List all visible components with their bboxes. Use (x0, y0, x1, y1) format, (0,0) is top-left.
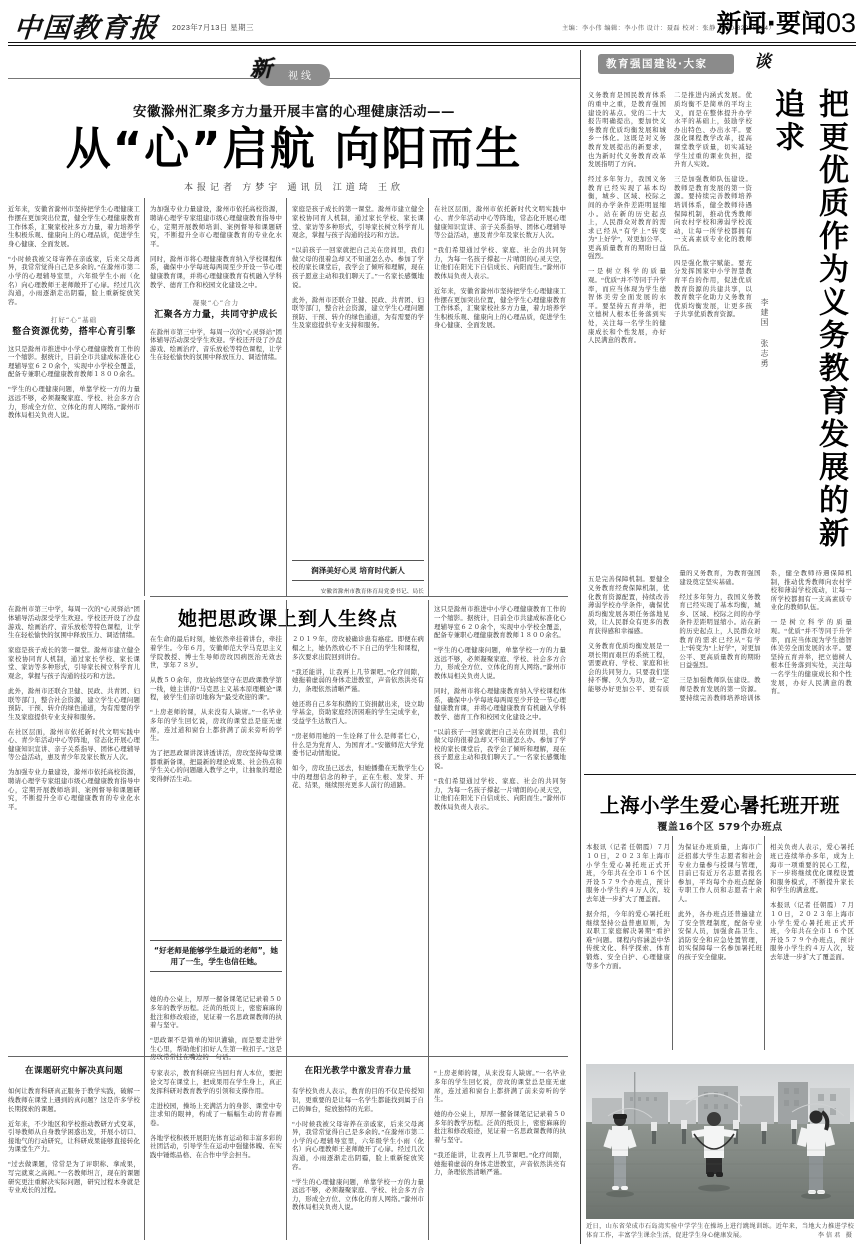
body-paragraph: 这只是滁州市推进中小学心理健康教育工作的一个缩影。据统计，目前全市共建成标准化心理辅导室６２０余个，实现中小学校全覆盖，配备专兼职心理健康教育教师１８００余名。 (8, 345, 140, 379)
body-paragraph: “学生的心理健康问题，单靠学校一方的力量远远不够，必须凝聚家庭、学校、社会多方合力，形成全方位、立体化的育人网络。”滁州市教体局相关负责人说。 (434, 647, 566, 680)
body-paragraph: “学生的心理健康问题，单靠学校一方的力量远远不够，必须凝聚家庭、学校、社会多方合力，形成全方位、立体化的育人网络。”滁州市教体局相关负责人说。 (292, 1178, 424, 1212)
body-paragraph: 有学校负责人表示，教育的目的不仅是传授知识，更重要的是让每一名学生都能找到属于自己的舞台，绽放独特的光彩。 (292, 1088, 424, 1113)
mid-article-quote: “好老师是能够学生最近的老师”，她用了一生，学生也信任她。 (154, 946, 278, 966)
feature-quote-credit: 安徽省滁州市教育体育局党委书记、局长 (320, 589, 424, 595)
body-paragraph: 在滁州市第三中学，每周一次的“心灵驿站”团体辅导活动深受学生欢迎。学校还开设了沙盘游戏、绘画治疗、音乐放松等特色课程，让学生在轻松愉快的氛围中释放压力、调适情绪。 (150, 328, 282, 362)
commentary-headline: 把更优质作为义务教育发展的新追求 (769, 88, 848, 550)
body-paragraph: 三是加强教师队伍建设。教师是教育发展的第一资源。要持续完善教师培养培训体系，健全教师待遇保障机制，推动优秀教师向农村学校和薄弱学校流动，让每一所学校都拥有一支高素质专业化的教师队伍。 (679, 570, 852, 702)
photo-credit: 李信君 摄 (817, 1232, 854, 1239)
body-paragraph: 近年来，安徽省滁州市坚持把学生心理健康工作摆在更加突出位置，健全学生心理健康教育工作体系，汇聚家校社多方力量，着力培养学生积极乐观、健康向上的心理品质，促进学生身心健康、全面发展。 (434, 287, 566, 330)
newspaper-logo: 中国教育报 (12, 13, 160, 44)
bottom-section-rule (8, 1056, 568, 1057)
shanghai-section-rule (584, 774, 856, 775)
body-paragraph: 为保证办班质量，上海市广泛招募大学生志愿者和社会专业力量参与授课与管理，目前已有近万名志愿者报名参加，平均每个办班点配备专职工作人员和志愿者十余人。 (678, 844, 762, 903)
mid-col-1 (150, 630, 282, 930)
body-paragraph: 专家表示，教育科研应当回归育人本位，要把论文写在课堂上，把成果用在学生身上，真正发挥科研对教育教学的引领和支撑作用。 (150, 1070, 282, 1095)
body-paragraph: 她还将自己多年积攒的工资捐献出来，设立助学基金，资助家庭经济困难的学生完成学业，受益学生达数百人。 (292, 700, 424, 725)
feature-bottom-rule (150, 596, 568, 597)
body-paragraph: 一是树立科学的质量观。“优质”并不等同于升学率，而应当体现为学生德智体美劳全面发展的水平。要坚持五育并举，把立德树人根本任务落到实处，关注每一名学生的健康成长和个性发展，办好人民满意的教育。 (770, 619, 852, 696)
col-rule-6 (428, 600, 429, 1240)
section-badge-row (8, 56, 580, 90)
body-paragraph: 在滁州市第三中学，每周一次的“心灵驿站”团体辅导活动深受学生欢迎。学校还开设了沙盘游戏、绘画治疗、音乐放松等特色课程，让学生在轻松愉快的氛围中释放压力、调适情绪。 (8, 606, 140, 640)
body-paragraph: 这只是滁州市推进中小学心理健康教育工作的一个缩影。据统计，目前全市共建成标准化心理辅导室６２０余个，实现中小学校全覆盖，配备专兼职心理健康教育教师１８００余名。 (434, 606, 566, 640)
body-paragraph: 同时，滁州市将心理健康教育纳入学校课程体系，确保中小学每班每两周至少开设一节心理健康教育课，并将心理健康教育有机融入学科教学、德育工作和校园文化建设之中。 (150, 255, 282, 289)
body-paragraph: 经过多年努力，我国义务教育已经实现了基本均衡，城乡、区域、校际之间的办学条件差距明显缩小。站在新的历史起点上，人民群众对教育的需求已经从“有学上”转变为“上好学”，对更加公平、更高质量教育的期盼日益强烈。 (588, 176, 666, 261)
body-paragraph: 走进校园，操场上充满活力的身影、课堂中专注求知的眼神，构成了一幅幅生动的青春画卷。 (150, 1102, 282, 1127)
body-paragraph: “我还能讲，让我再上几节课吧。”化疗间隙，她拖着虚弱的身体走进教室，声音依然洪亮有力，条理依然清晰严谨。 (434, 1151, 566, 1177)
body-paragraph: “思政课不是简单的知识灌输，而是要走进学生心里，帮助他们扣好人生第一粒扣子。”这是房玫常常挂在嘴边的一句话。 (150, 1037, 282, 1062)
body-paragraph: 各地学校积极开展阳光体育运动和丰富多彩的社团活动，引导学生在运动中强健体魄、在实践中锤炼品格、在合作中学会担当。 (150, 1134, 282, 1159)
body-paragraph: 为加强专业力量建设，滁州市依托高校资源，聘请心理学专家组建市级心理健康教育指导中心，定期开展教师培训、案例督导和课题研究，不断提升全市心理健康教育的专业化水平。 (8, 769, 140, 811)
col-rule-1 (144, 198, 145, 596)
feature-subhead-2 (150, 298, 282, 322)
feature-col-4 (434, 200, 566, 590)
col-rule-4 (144, 600, 145, 1240)
feature-quotebox (292, 560, 424, 581)
body-paragraph: 如何让教育科研真正服务于教学实践，破解一线教师在课堂上遇到的真问题？这是许多学校长期探索的课题。 (8, 1088, 140, 1113)
body-paragraph: “过去做课题，常常是为了评职称、拿成果，写完就束之高阁。”一名教师坦言，现在的课题研究更注重解决实际问题，研究过程本身就是专业成长的过程。 (8, 1161, 140, 1195)
masthead-rule (8, 42, 856, 43)
commentary-tag: 教育强国建设·大家 (598, 54, 734, 74)
body-paragraph: “小时候我被父母寄养在亲戚家，后来父母离异，我常常觉得自己是多余的。”在滁州市第二小学的心理辅导室里，六年级学生小雨（化名）向心理教师王老师敞开了心扉。经过几次沟通，小雨逐渐走出阴霾，脸上重新绽放笑容。 (292, 1120, 424, 1171)
body-paragraph: 如今，房玫虽已远去，但她播撒在无数学生心中的理想信念的种子，正在生根、发芽、开花、结果，继续照亮更多人前行的道路。 (292, 765, 424, 790)
bottom-col-4 (434, 1064, 566, 1240)
photo-caption (586, 1222, 854, 1240)
mid-article-quotebox (150, 940, 282, 972)
shanghai-col-3 (770, 838, 854, 1050)
sh-col-rule-2 (764, 836, 765, 1050)
body-paragraph: “小时候我被父母寄养在亲戚家，后来父母离异，我常常觉得自己是多余的。”在滁州市第二小学的心理辅导室里，六年级学生小雨（化名）向心理教师王老师敞开了心扉。经过几次沟通，小雨逐渐走出阴霾，脸上重新绽放笑容。 (8, 255, 140, 306)
photo-caption-text: 近日，山东省荣成市石岛湾实验中学学生在操场上进行跳绳训练。近年来，当地大力推进学校体育工作，丰富学生课余生活，促进学生身心健康发展。 (586, 1223, 854, 1239)
body-paragraph: 在社区层面，滁州市依托新时代文明实践中心、青少年活动中心等阵地，常态化开展心理健康知识宣讲、亲子关系指导、团体心理辅导等公益活动，惠及青少年及家长数万人次。 (8, 728, 140, 762)
feature-subhead-1-small: 打好“心”基础 (50, 316, 98, 325)
commentary-col-2 (674, 86, 752, 566)
shanghai-subhead: 覆盖16个区 579个办班点 (657, 822, 783, 833)
body-paragraph: 五是完善保障机制。要健全义务教育经费保障机制，优化教育资源配置，持续改善薄弱学校办学条件，确保优质均衡发展各项任务落地见效，让人民群众有更多的教育获得感和幸福感。 (588, 576, 670, 635)
body-paragraph: “学生的心理健康问题，单靠学校一方的力量远远不够，必须凝聚家庭、学校、社会多方合力，形成全方位、立体化的育人网络。”滁州市教体局相关负责人说。 (8, 386, 140, 420)
feature-col-1 (8, 200, 140, 590)
bottom-left-col (8, 1082, 140, 1240)
mid-article-headline: 她把思政课上到人生终点 (177, 608, 398, 630)
zone-separator (580, 50, 581, 1244)
body-paragraph: 一是树立科学的质量观。“优质”并不等同于升学率，而应当体现为学生德智体美劳全面发展的水平。要坚持五育并举，把立德树人根本任务落到实处，关注每一名学生的健康成长和个性发展，办好人民满意的教育。 (588, 268, 666, 345)
body-paragraph: 本报讯（记者 任朝霞）７月１０日，２０２３年上海市小学生爱心暑托班正式开班，今年共在全市１６个区开设５７９个办班点，预计服务小学生约４万人次，较去年进一步扩大了覆盖面。 (770, 902, 854, 961)
body-paragraph: 义务教育优质均衡发展是一项长期而艰巨的系统工程，需要政府、学校、家庭和社会的共同努力。只要我们坚持不懈、久久为功，就一定能够办好更加公平、更有质量的义务教育，为教育强国建设奠定坚实基础。 (588, 570, 761, 693)
feature-subhead-2-small: 凝聚“心”合力 (192, 299, 240, 308)
feature-col-1-cont (8, 600, 140, 1100)
body-paragraph: 在生命的最后时刻，她依然牵挂着讲台，牵挂着学生。今年６月，安徽师范大学马克思主义学院教授、博士生导师房玫因病医治无效去世，享年７８岁。 (150, 636, 282, 670)
body-paragraph: “我们希望通过学校、家庭、社会的共同努力，为每一名孩子撑起一片晴朗的心灵天空，让他们在阳光下自信成长、向阳而生。”滁州市教体局负责人表示。 (434, 778, 566, 811)
body-paragraph: “以前孩子一回家就把自己关在房间里，我们做父母的很着急却又不知道怎么办。参加了学校的家长课堂后，我学会了倾听和理解，现在孩子愿意主动和我们聊天了。”一名家长感慨地说。 (434, 728, 566, 771)
body-paragraph: “以前孩子一回家就把自己关在房间里，我们做父母的很着急却又不知道怎么办。参加了学校的家长课堂后，我学会了倾听和理解，现在孩子愿意主动和我们聊天了。”一名家长感慨地说。 (292, 247, 424, 289)
body-paragraph: “上房老师的课，从来没有人缺席。”一名毕业多年的学生回忆说，房玫的课堂总是座无虚席，连过道和窗台上都挤满了前来旁听的学生。 (150, 709, 282, 743)
commentary-zone (584, 48, 856, 1244)
body-paragraph: 她的办公桌上，厚厚一摞备课笔记记录着５０多年的教学历程。泛黄的纸页上，密密麻麻的批注和修改痕迹，见证着一名思政课教师的执着与坚守。 (434, 1111, 566, 1144)
body-paragraph: ２０１９年，房玫被确诊患有癌症。即便在病榻之上，她仍然放心不下自己的学生和课程，多次要求出院回到讲台。 (292, 636, 424, 661)
page-number: 03 (825, 8, 856, 38)
feature-col-2 (150, 200, 282, 590)
body-paragraph: 相关负责人表示，爱心暑托班已连续举办多年，成为上海市一项重要的民心工程，下一步将继续优化课程设置和服务模式，不断提升家长和学生的满意度。 (770, 844, 854, 895)
feature-byline: 本报记者 方梦宇 通讯员 江道琦 王欣 (183, 182, 404, 192)
body-paragraph: 二是推进内涵式发展。优质均衡不是简单的平均主义，而是在整体提升办学水平的基础上，鼓励学校办出特色、办出水平。要深化课程教学改革，提高课堂教学质量，切实减轻学生过重的课业负担，提升育人实效。 (674, 92, 752, 169)
mid-col-3 (434, 600, 566, 1100)
col-rule-5 (286, 600, 287, 1240)
body-paragraph: 近年来，不少地区和学校推动教研方式变革，引导教师从自身教学困惑出发，开展小切口、接地气的行动研究，让科研成果能够直接转化为课堂生产力。 (8, 1120, 140, 1154)
commentary-col-1 (588, 86, 666, 566)
body-paragraph: 据介绍，今年的爱心暑托班继续坚持公益普惠原则，为双职工家庭解决暑期“看护难”问题。课程内容涵盖中华传统文化、科学探索、体育锻炼、安全自护、心理健康等多个方面。 (586, 910, 670, 970)
bottom-col-2 (150, 1064, 282, 1240)
bottom-mid-col (292, 1082, 424, 1240)
commentary-col-wide (588, 570, 852, 760)
body-paragraph: 义务教育是国民教育体系的重中之重，是教育强国建设的基点。党的二十大报告明确提出，要加快义务教育优质均衡发展和城乡一体化。这既是对义务教育发展提出的新要求，也为新时代义务教育改革发展指明了方向。 (588, 92, 666, 169)
body-paragraph: 三是加强教师队伍建设。教师是教育发展的第一资源。要持续完善教师培养培训体系，健全教师待遇保障机制，推动优秀教师向农村学校和薄弱学校流动，让每一所学校都拥有一支高素质专业化的教师队伍。 (674, 176, 752, 252)
shanghai-headline: 上海小学生爱心暑托班开班 (599, 794, 840, 817)
feature-subhead-1-main: 整合资源优势，搭牢心育引擎 (12, 327, 136, 338)
masthead (0, 0, 864, 46)
body-paragraph: 此外，滁州市还联合卫健、民政、共青团、妇联等部门，整合社会资源，建立学生心理问题预防、干预、转介的绿色通道，为有需要的学生及家庭提供专业支持和服务。 (8, 687, 140, 721)
body-paragraph: 此外，滁州市还联合卫健、民政、共青团、妇联等部门，整合社会资源，建立学生心理问题预防、干预、转介的绿色通道，为有需要的学生及家庭提供专业支持和服务。 (292, 296, 424, 330)
masthead-rule-thin (8, 45, 856, 46)
feature-zone (8, 48, 580, 1244)
feature-headline: 从“心”启航 向阳而生 (65, 122, 523, 175)
publisher-info: 主编：李小伟 编辑：李小伟 设计：聂磊 校对：张静（010-82296594） (562, 25, 776, 32)
commentary-tag-calligraphy: 谈 (754, 52, 771, 72)
sh-col-rule-1 (672, 836, 673, 1050)
body-paragraph: “我们希望通过学校、家庭、社会的共同努力，为每一名孩子撑起一片晴朗的心灵天空，让他们在阳光下自信成长、向阳而生。”滁州市教体局负责人表示。 (434, 247, 566, 280)
feature-subhead-1 (8, 315, 140, 339)
section-badge: 视线 (258, 64, 330, 86)
publication-date: 2023年7月13日 星期三 (172, 23, 254, 32)
shanghai-col-1 (586, 838, 670, 1050)
body-paragraph: 她的办公桌上，厚厚一摞备课笔记记录着５０多年的教学历程。泛黄的纸页上，密密麻麻的批注和修改痕迹，见证着一名思政课教师的执着与坚守。 (150, 996, 282, 1030)
shanghai-col-2 (678, 838, 762, 1050)
body-paragraph: 为加强专业力量建设，滁州市依托高校资源，聘请心理学专家组建市级心理健康教育指导中心，定期开展教师培训、案例督导和课题研究，不断提升全市心理健康教育的专业化水平。 (150, 206, 282, 248)
body-paragraph: 此外，各办班点还普遍建立了安全管理制度，配备专业安保人员，加强食品卫生、消防安全和应急处置管理，切实保障每一名参加暑托班的孩子安全健康。 (678, 910, 762, 961)
bottom-mid-headline: 在阳光教学中激发青春力量 (304, 1066, 412, 1076)
col-rule-3 (428, 198, 429, 596)
col-rule-2 (286, 198, 287, 596)
badge-calligraphy: 新 (250, 56, 273, 82)
photo-illustration (586, 1064, 854, 1219)
body-paragraph: 同时，滁州市将心理健康教育纳入学校课程体系，确保中小学每班每两周至少开设一节心理健康教育课，并将心理健康教育有机融入学科教学、德育工作和校园文化建设之中。 (434, 687, 566, 721)
body-paragraph: 家庭是孩子成长的第一课堂。滁州市建立健全家校协同育人机制，通过家长学校、家长课堂、家访等多种形式，引导家长树立科学育儿观念，掌握与孩子沟通的技巧和方法。 (292, 206, 424, 240)
body-paragraph: 从教５０余年，房玫始终坚守在思政课教学第一线，她主讲的“马克思主义基本原理概论”课程，被学生们亲切地称为“最受欢迎的课”。 (150, 677, 282, 702)
feature-kicker: 安徽滁州汇聚多方力量开展丰富的心理健康活动—— (133, 104, 455, 120)
body-paragraph: 四是强化数字赋能。要充分发挥国家中小学智慧教育平台的作用，促进优质教育资源的共建共享，以教育数字化助力义务教育优质均衡发展，让更多孩子共享优质教育资源。 (674, 259, 752, 319)
news-photo (586, 1064, 854, 1219)
body-paragraph: “上房老师的课，从来没有人缺席。”一名毕业多年的学生回忆说，房玫的课堂总是座无虚席，连过道和窗台上都挤满了前来旁听的学生。 (434, 1070, 566, 1104)
feature-quote: 润泽美好心灵 培育时代新人 (311, 566, 405, 575)
body-paragraph: 近年来，安徽省滁州市坚持把学生心理健康工作摆在更加突出位置，健全学生心理健康教育工作体系，汇聚家校社多方力量，着力培养学生积极乐观、健康向上的心理品质，促进学生身心健康、全面发展。 (8, 206, 140, 248)
body-paragraph: 为了把思政课讲深讲透讲活，房玫坚持每堂课都重新备课，把最新的理论成果、社会热点和学生关心的问题融入教学之中，让抽象的理论变得鲜活生动。 (150, 750, 282, 783)
feature-col-3 (292, 200, 424, 558)
section-title (716, 4, 856, 40)
body-paragraph: “房老师用她的一生诠释了什么是师者仁心，什么是为党育人、为国育才。”安徽师范大学党委书记动情地说。 (292, 732, 424, 758)
body-paragraph: “我还能讲，让我再上几节课吧。”化疗间隙，她拖着虚弱的身体走进教室，声音依然洪亮有力，条理依然清晰严谨。 (292, 668, 424, 693)
body-paragraph: 经过多年努力，我国义务教育已经实现了基本均衡，城乡、区域、校际之间的办学条件差距明显缩小。站在新的历史起点上，人民群众对教育的需求已经从“有学上”转变为“上好学”，对更加公平、更高质量教育的期盼日益强烈。 (679, 593, 761, 670)
mid-col-2 (292, 630, 424, 1100)
section-name: 新闻·要闻 (716, 9, 826, 38)
body-paragraph: 家庭是孩子成长的第一课堂。滁州市建立健全家校协同育人机制，通过家长学校、家长课堂、家访等多种形式，引导家长树立科学育儿观念，掌握与孩子沟通的技巧和方法。 (8, 647, 140, 680)
body-paragraph: 在社区层面，滁州市依托新时代文明实践中心、青少年活动中心等阵地，常态化开展心理健康知识宣讲、亲子关系指导、团体心理辅导等公益活动，惠及青少年及家长数万人次。 (434, 206, 566, 240)
commentary-byline: 李建国 张志勇 (760, 298, 769, 369)
bottom-left-headline: 在课题研究中解决真问题 (25, 1066, 123, 1076)
body-paragraph: 本报讯（记者 任朝霞）７月１０日，２０２３年上海市小学生爱心暑托班正式开班，今年共在全市１６个区开设５７９个办班点，预计服务小学生约４万人次，较去年进一步扩大了覆盖面。 (586, 844, 670, 903)
feature-subhead-2-main: 汇聚各方力量，共同守护成长 (154, 310, 278, 321)
